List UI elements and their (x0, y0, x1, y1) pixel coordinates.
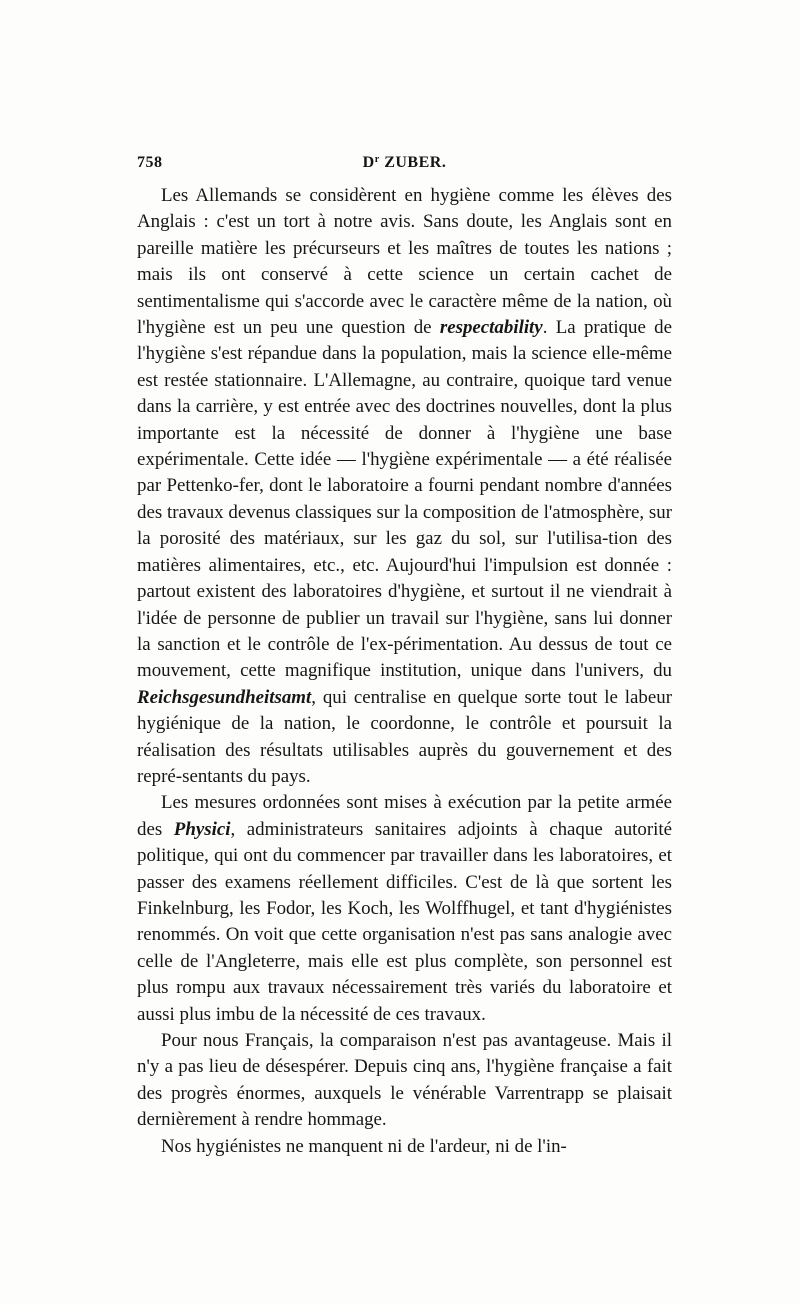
paragraph-2-text-b: , administrateurs sanitaires adjoints à chaque autorité politique, qui ont du commencer par travailler dans les laboratoires, et passer des examens réellement difficiles. C'est de là que sortent les Finkelnburg, les Fodor, les Koch, les Wolffhugel, et tant d'hygiénistes renommés. On voit que cette organisation n'est pas sans analogie avec celle de l'Angleterre, mais elle est plus complète, son personnel est plus rompu aux travaux nécessairement très variés du laboratoire et aussi plus imbu de la nécessité de ces travaux. (137, 818, 673, 1025)
running-head (137, 154, 672, 176)
paragraph-1-text-a: Les Allemands se considèrent en hygiène comme les élèves des Anglais : c'est un tort à notre avis. Sans doute, les Anglais sont en pareille matière les précurseurs et les maîtres de toutes les nations ; mais ils ont conservé à cette science un certain cachet de sentimentalisme qui s'accorde avec le caractère même de la nation, où l'hygiène est un peu une question de (137, 185, 672, 339)
paragraph-3: Pour nous Français, la comparaison n'est pas avantageuse. Mais il n'y a pas lieu de désespérer. Depuis cinq ans, l'hygiène française a fait des progrès énormes, auxquels le vénérable Varrentrapp se plaisait dernièrement à rendre hommage. (137, 1030, 672, 1131)
author-heading (137, 154, 672, 172)
paragraph-1-text-c: , qui centralise en quelque sorte tout le labeur hygiénique de la nation, le coordonne, le contrôle et poursuit la réalisation des résultats utilisables auprès du gouvernement et des repré-sentants du pays. (137, 686, 672, 787)
paragraph-2 (137, 790, 672, 1028)
author-name: ZUBER. (384, 154, 447, 171)
author-prefix: D (362, 154, 375, 171)
paragraph-1-italic-b: Reichsgesundheitsamt (137, 686, 312, 708)
paragraph-1-italic-a: respectability (439, 317, 543, 339)
body-text (137, 183, 672, 1160)
paragraph-1-text-b: . La pratique de l'hygiène s'est répandue dans la population, mais la science elle-même est restée stationnaire. L'Allemagne, au contraire, quoique tard venue dans la carrière, y est entrée avec des doctrines nouvelles, dont la plus importante est la nécessité de donner à l'hygiène une base expérimentale. Cette idée — l'hygiène expérimentale — a été réalisée par Pettenko-fer, dont le laboratoire a fourni pendant nombre d'années des travaux devenus classiques sur la composition de l'atmosphère, sur la porosité des matériaux, sur les gaz du sol, sur l'utilisa-tion des matières alimentaires, etc., etc. Aujourd'hui l'impulsion est donnée : partout existent des laboratoires d'hygiène, et surtout il ne viendrait à l'idée de personne de publier un travail sur l'hygiène, sans lui donner la sanction et le contrôle de l'ex-périmentation. Au dessus de tout ce mouvement, cette magnifique institution, unique dans l'univers, du (137, 317, 672, 682)
paragraph-4: Nos hygiénistes ne manquent ni de l'ardeur, ni de l'in- (161, 1135, 567, 1157)
author-title-sup: r (374, 154, 380, 165)
paragraph-2-text-a: Les mesures ordonnées sont mises à exécution par la petite armée des (137, 792, 672, 840)
page-number: 758 (137, 154, 163, 171)
paragraph-1 (137, 183, 672, 790)
paragraph-2-italic: Physici (173, 818, 231, 840)
